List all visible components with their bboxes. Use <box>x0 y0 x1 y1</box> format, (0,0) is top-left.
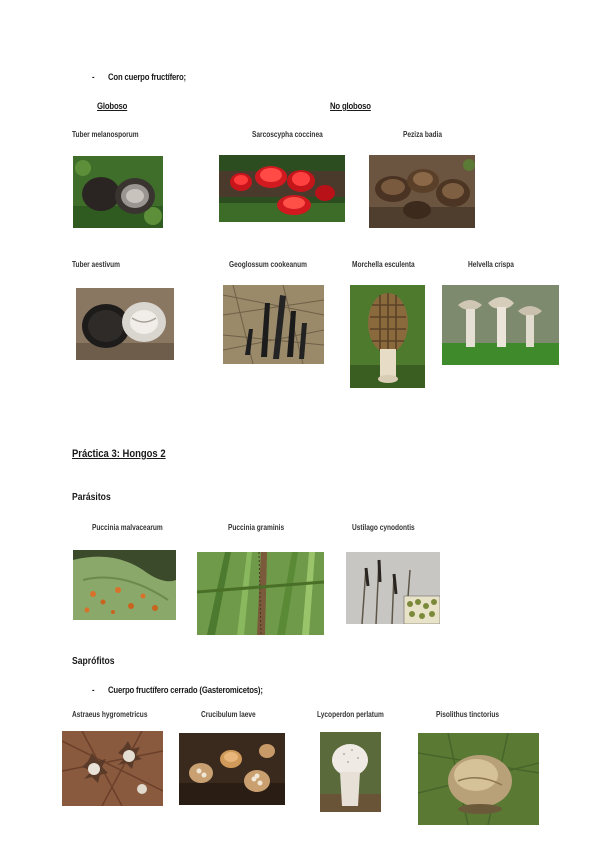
photo-puccinia-malvacearum <box>73 550 176 620</box>
photo-peziza-badia <box>369 155 475 228</box>
caption-tuber-aestivum: Tuber aestivum <box>72 260 121 269</box>
caption-sarcoscypha-coccinea: Sarcoscypha coccinea <box>252 130 323 139</box>
photo-astraeus-hygrometricus <box>62 731 163 806</box>
caption-puccinia-malvacearum: Puccinia malvacearum <box>92 523 163 532</box>
bullet-dash: - <box>92 685 95 695</box>
column-title-globoso: Globoso <box>97 101 128 111</box>
column-title-no-globoso: No globoso <box>330 101 371 111</box>
photo-helvella-crispa <box>442 285 559 365</box>
caption-crucibulum-laeve: Crucibulum laeve <box>201 710 256 719</box>
photo-pisolithus-tinctorius <box>418 733 539 825</box>
photo-morchella-esculenta <box>350 285 425 388</box>
caption-ustilago-cynodontis: Ustilago cynodontis <box>352 523 415 532</box>
photo-ustilago-cynodontis <box>346 552 440 624</box>
caption-pisolithus-tinctorius: Pisolithus tinctorius <box>436 710 500 719</box>
caption-lycoperdon-perlatum: Lycoperdon perlatum <box>317 710 384 719</box>
caption-helvella-crispa: Helvella crispa <box>468 260 514 269</box>
photo-tuber-melanosporum <box>73 156 163 228</box>
caption-astraeus-hygrometricus: Astraeus hygrometricus <box>72 710 148 719</box>
practica-heading: Práctica 3: Hongos 2 <box>72 448 166 460</box>
bullet-dash: - <box>92 72 95 82</box>
caption-peziza-badia: Peziza badia <box>403 130 443 139</box>
caption-geoglossum-cookeanum: Geoglossum cookeanum <box>229 260 308 269</box>
caption-tuber-melanosporum: Tuber melanosporum <box>72 130 139 139</box>
photo-geoglossum-cookeanum <box>223 285 324 364</box>
photo-crucibulum-laeve <box>179 733 285 805</box>
caption-puccinia-graminis: Puccinia graminis <box>228 523 285 532</box>
section-title-saprofitos: Saprófitos <box>72 656 115 667</box>
section-title-parasitos: Parásitos <box>72 492 111 503</box>
caption-morchella-esculenta: Morchella esculenta <box>352 260 415 269</box>
photo-tuber-aestivum <box>76 288 174 360</box>
section-title-cuerpo-fructifero: Con cuerpo fructífero; <box>108 72 186 82</box>
photo-lycoperdon-perlatum <box>320 732 381 812</box>
photo-puccinia-graminis <box>197 552 324 635</box>
photo-sarcoscypha-coccinea <box>219 155 345 222</box>
subtitle-gasteromicetos: Cuerpo fructífero cerrado (Gasteromicetos); <box>108 685 263 695</box>
